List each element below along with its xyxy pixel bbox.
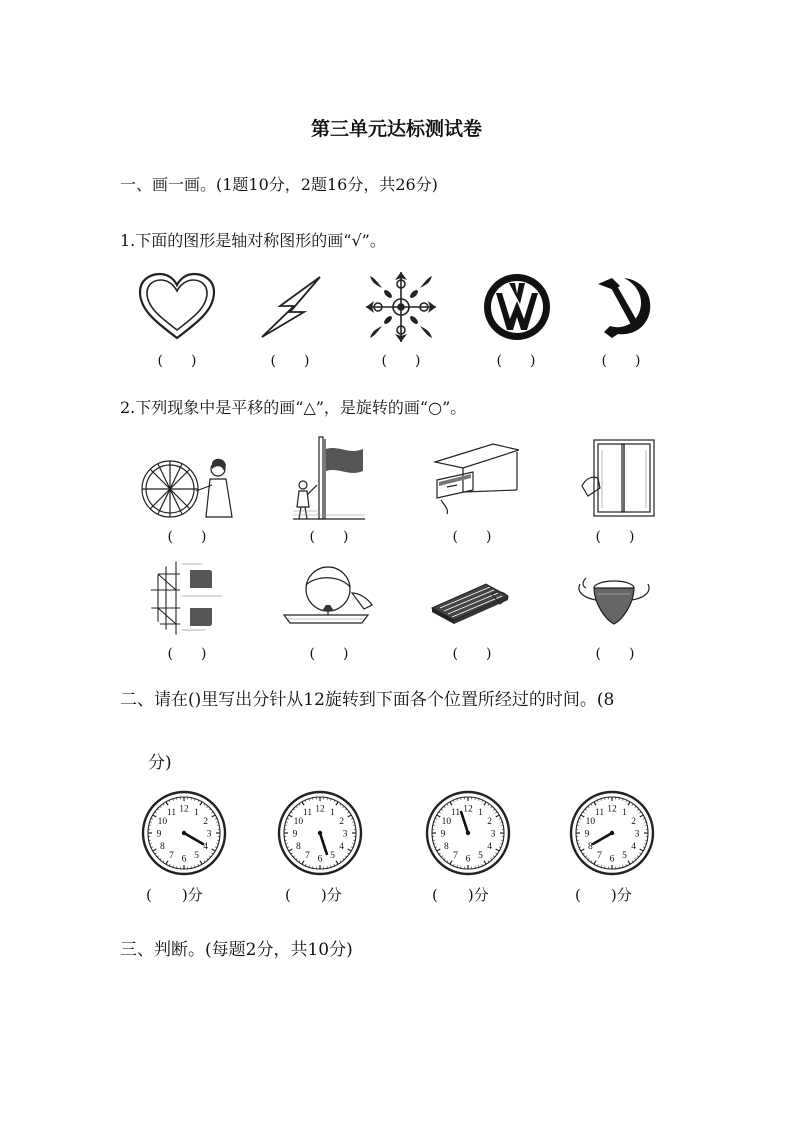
heart-icon [136, 272, 218, 342]
clock-number: 8 [159, 842, 165, 852]
clock-number: 6 [181, 854, 187, 865]
abacus-picture [430, 578, 510, 628]
clock-number: 12 [179, 804, 189, 815]
clock-tick [493, 856, 494, 857]
clock-number: 10 [585, 817, 596, 827]
clock-tick [493, 809, 494, 810]
drawer-picture [433, 440, 519, 516]
clock-tick [296, 806, 297, 807]
clock-number: 12 [607, 804, 617, 815]
clock-tick [594, 861, 596, 864]
minute-hand [320, 833, 327, 854]
clock-tick [450, 861, 452, 864]
clock-tick [496, 849, 499, 851]
clock-number: 12 [315, 804, 325, 815]
minute-hand [593, 833, 612, 844]
sliding-window-picture [580, 438, 658, 518]
clock-center [318, 831, 322, 835]
clock-number: 1 [194, 807, 199, 818]
section2-heading-line1: 二、请在()里写出分针从12旋转到下面各个位置所经过的时间。(8 [120, 690, 615, 710]
clock-tick [166, 861, 168, 864]
clock-tick [289, 849, 292, 851]
clock-number: 4 [203, 842, 209, 852]
clock-tick [585, 809, 586, 810]
clock-number: 9 [156, 829, 162, 840]
clock-tick [348, 849, 351, 851]
clock-answer-blank-4[interactable]: ( )分 [575, 886, 632, 904]
clock-tick [289, 815, 292, 817]
elevator-picture [150, 560, 222, 636]
clock-number: 1 [330, 807, 335, 818]
clock-tick [628, 861, 630, 864]
clock-tick [212, 849, 215, 851]
clock-tick [209, 809, 210, 810]
q1-answer-blank-2[interactable]: ( ) [270, 353, 310, 369]
clock-answer-blank-3[interactable]: ( )分 [432, 886, 489, 904]
clock-number: 2 [487, 817, 493, 827]
q1-text: 1.下面的图形是轴对称图形的画“√”。 [120, 231, 386, 250]
spinning-top-picture [574, 568, 654, 628]
clock-number: 4 [631, 842, 637, 852]
clock-tick [207, 806, 208, 807]
section2-heading-line2: 分) [148, 753, 172, 773]
q1-answer-blank-3[interactable]: ( ) [381, 353, 421, 369]
clock-number: 6 [609, 854, 615, 865]
clock-face-2 [275, 790, 365, 876]
clock-tick [345, 856, 346, 857]
page-title: 第三单元达标测试卷 [310, 118, 482, 140]
clock-number: 7 [597, 851, 602, 862]
clock-tick [293, 856, 294, 857]
clock-number: 5 [478, 851, 483, 862]
clock-number: 9 [440, 829, 446, 840]
clock-tick [336, 802, 338, 805]
clock-tick [157, 809, 158, 810]
clock-number: 1 [478, 807, 483, 818]
q2-answer-blank-4[interactable]: ( ) [595, 529, 635, 545]
q2-answer-blank-6[interactable]: ( ) [309, 646, 349, 662]
clock-tick [296, 858, 297, 859]
clock-tick [153, 815, 156, 817]
clock-number: 10 [441, 817, 452, 827]
q2-answer-blank-8[interactable]: ( ) [595, 646, 635, 662]
clock-number: 8 [295, 842, 301, 852]
clock-tick [588, 806, 589, 807]
clock-tick [628, 802, 630, 805]
clock-tick [637, 809, 638, 810]
clock-tick [588, 858, 589, 859]
clock-number: 10 [293, 817, 304, 827]
clock-tick [160, 858, 161, 859]
minute-hand [184, 833, 203, 844]
clock-tick [635, 858, 636, 859]
clock-number: 11 [594, 807, 605, 818]
section3-heading: 三、判断。(每题2分，共10分) [120, 940, 353, 960]
clock-number: 11 [450, 807, 461, 818]
clock-number: 3 [490, 829, 496, 840]
clock-tick [635, 806, 636, 807]
clock-number: 11 [166, 807, 177, 818]
clock-number: 11 [302, 807, 313, 818]
lightning-icon [258, 274, 324, 340]
clock-tick [153, 849, 156, 851]
clock-answer-blank-1[interactable]: ( )分 [146, 886, 203, 904]
clock-tick [166, 802, 168, 805]
clock-tick [160, 806, 161, 807]
flag-raising-picture [293, 435, 365, 521]
q2-text: 2.下列现象中是平移的画“△”，是旋转的画“○”。 [120, 398, 467, 417]
clock-tick [207, 858, 208, 859]
globe-picture [282, 565, 374, 627]
clock-face-3 [423, 790, 513, 876]
clock-tick [343, 858, 344, 859]
clock-tick [444, 858, 445, 859]
q2-answer-blank-3[interactable]: ( ) [452, 529, 492, 545]
clock-tick [200, 802, 202, 805]
clock-number: 7 [169, 851, 174, 862]
clock-tick [345, 809, 346, 810]
clock-tick [302, 861, 304, 864]
clock-tick [437, 815, 440, 817]
clock-tick [581, 815, 584, 817]
clock-tick [293, 809, 294, 810]
wheel-spin-picture [140, 455, 240, 521]
clock-center [610, 831, 614, 835]
clock-tick [343, 806, 344, 807]
clock-tick [585, 856, 586, 857]
vw-logo-icon [482, 272, 552, 342]
clock-tick [209, 856, 210, 857]
clock-answer-blank-2[interactable]: ( )分 [285, 886, 342, 904]
clock-tick [444, 806, 445, 807]
clock-number: 9 [292, 829, 298, 840]
clock-tick [336, 861, 338, 864]
clock-tick [491, 806, 492, 807]
clock-number: 2 [631, 817, 637, 827]
clock-number: 5 [622, 851, 627, 862]
q1-answer-blank-1[interactable]: ( ) [157, 353, 197, 369]
clock-number: 10 [157, 817, 168, 827]
minute-hand [461, 812, 468, 833]
clock-number: 8 [587, 842, 593, 852]
clock-number: 2 [203, 817, 209, 827]
clock-number: 5 [194, 851, 199, 862]
clock-tick [484, 802, 486, 805]
clock-number: 8 [443, 842, 449, 852]
clock-number: 3 [634, 829, 640, 840]
clock-tick [441, 809, 442, 810]
q2-answer-blank-2[interactable]: ( ) [309, 529, 349, 545]
q2-answer-blank-7[interactable]: ( ) [452, 646, 492, 662]
clock-number: 9 [584, 829, 590, 840]
clock-number: 4 [339, 842, 345, 852]
clock-tick [157, 856, 158, 857]
clock-tick [491, 858, 492, 859]
clock-tick [450, 802, 452, 805]
clock-tick [212, 815, 215, 817]
clock-number: 3 [342, 829, 348, 840]
clock-tick [302, 802, 304, 805]
clock-number: 6 [317, 854, 323, 865]
clock-tick [640, 849, 643, 851]
clock-tick [581, 849, 584, 851]
clock-tick [200, 861, 202, 864]
clock-number: 2 [339, 817, 345, 827]
section1-heading: 一、画一画。(1题10分，2题16分，共26分) [120, 175, 438, 194]
snowflake-ornament-icon [364, 270, 438, 344]
clock-face-4 [567, 790, 657, 876]
q1-answer-blank-5[interactable]: ( ) [601, 353, 641, 369]
clock-number: 7 [305, 851, 310, 862]
clock-tick [637, 856, 638, 857]
clock-number: 4 [487, 842, 493, 852]
q2-answer-blank-1[interactable]: ( ) [167, 529, 207, 545]
clock-number: 7 [453, 851, 458, 862]
clock-face-1 [139, 790, 229, 876]
clock-center [466, 831, 470, 835]
clock-number: 6 [465, 854, 471, 865]
q1-answer-blank-4[interactable]: ( ) [496, 353, 536, 369]
hammer-sickle-icon [590, 274, 656, 340]
clock-number: 12 [463, 804, 473, 815]
clock-tick [594, 802, 596, 805]
clock-number: 3 [206, 829, 212, 840]
clock-tick [484, 861, 486, 864]
clock-tick [437, 849, 440, 851]
clock-tick [496, 815, 499, 817]
q2-answer-blank-5[interactable]: ( ) [167, 646, 207, 662]
clock-number: 5 [330, 851, 335, 862]
clock-tick [348, 815, 351, 817]
clock-tick [640, 815, 643, 817]
clock-center [182, 831, 186, 835]
clock-tick [441, 856, 442, 857]
clock-number: 1 [622, 807, 627, 818]
